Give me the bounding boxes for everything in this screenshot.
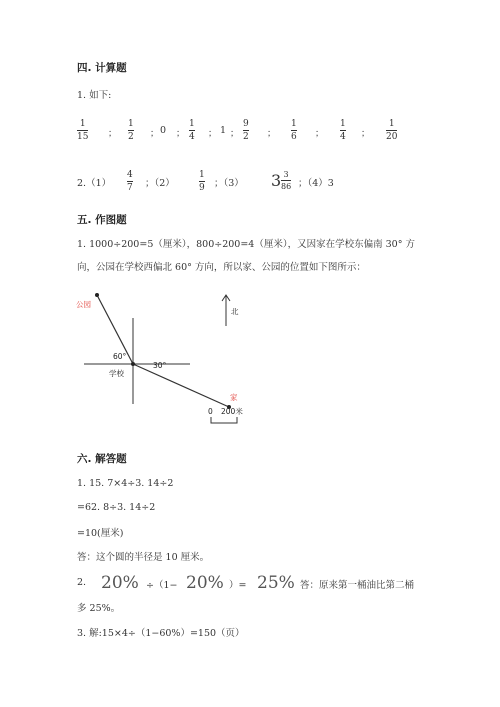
numerator: 3: [283, 170, 289, 179]
sec6-q2-answer: 答：原来第一桶油比第二桶: [300, 580, 415, 591]
q1-separator: ；: [108, 129, 118, 139]
q1-separator: ；: [176, 129, 186, 139]
section-5-title: 五. 作图题: [77, 214, 127, 226]
q2-part3: ；（3）: [214, 178, 244, 189]
denominator: 15: [77, 132, 89, 142]
scale-200m-label: 200米: [221, 407, 243, 416]
sec6-q2-value-a: 20%: [101, 573, 139, 593]
q1-integer: 1: [220, 125, 227, 136]
sec6-q2-op-d: ）=: [229, 580, 247, 591]
sec6-line-6: 多 25%。: [77, 603, 121, 614]
q1-separator: ；: [315, 129, 325, 139]
sec6-q2-value-e: 25%: [257, 573, 295, 593]
sec5-line-2: 向，公园在学校西偏北 60° 方向，所以家、公园的位置如下图所示：: [77, 262, 366, 273]
q1-separator: ；: [267, 129, 277, 139]
sec6-line-3: =10(厘米): [77, 528, 124, 539]
numerator: 1: [189, 119, 195, 129]
q2-part2: ；（2）: [145, 178, 175, 189]
denominator: 7: [127, 183, 133, 193]
denominator: 2: [128, 132, 134, 142]
park-label: 公园: [76, 300, 91, 309]
sec6-line-7: 3. 解:15×4÷（1−60%）=150（页）: [77, 628, 245, 639]
school-label: 学校: [109, 369, 124, 378]
sec6-line-2: =62. 8÷3. 14÷2: [77, 502, 156, 513]
numerator: 1: [388, 119, 395, 129]
q1-separator: ；: [230, 129, 240, 139]
scale-zero-label: 0: [208, 407, 213, 416]
numerator: 1: [199, 170, 205, 180]
school-point: [131, 362, 135, 366]
denominator: 4: [189, 132, 195, 142]
numerator: 1: [291, 119, 297, 129]
numerator: 4: [127, 170, 133, 180]
section-6-title: 六. 解答题: [77, 453, 127, 465]
numerator: 1: [128, 119, 134, 129]
q1-separator: ；: [361, 129, 371, 139]
numerator: 1: [79, 119, 86, 129]
denominator: 86: [281, 182, 292, 191]
denominator: 4: [340, 132, 346, 142]
q1-separator: ；: [150, 129, 160, 139]
sec6-q2-op-b: ÷（1−: [146, 580, 178, 591]
q2-mixed-whole: 3: [271, 171, 282, 190]
q2-part4: ；（4）3: [298, 178, 334, 189]
denominator: 20: [386, 132, 398, 142]
angle-30-label: 30°: [153, 361, 167, 370]
north-label: 北: [231, 307, 239, 316]
q1-label: 1. 如下:: [77, 90, 112, 101]
sec6-line-4: 答：这个圆的半径是 10 厘米。: [77, 552, 210, 563]
denominator: 6: [291, 132, 297, 142]
scale-bar: [211, 417, 237, 423]
angle-60-label: 60°: [113, 352, 127, 361]
q2-part1: 2.（1）: [77, 178, 112, 189]
q1-integer: 0: [160, 125, 167, 136]
numerator: 9: [243, 119, 249, 129]
sec6-line-1: 1. 15. 7×4÷3. 14÷2: [77, 478, 174, 489]
q1-separator: ；: [208, 129, 218, 139]
section-4-title: 四. 计算题: [77, 62, 127, 74]
denominator: 2: [243, 132, 249, 142]
home-label: 家: [230, 393, 238, 402]
sec6-q2-value-c: 20%: [186, 573, 224, 593]
park-point: [95, 293, 99, 297]
sec6-q2-number: 2.: [77, 577, 87, 588]
numerator: 1: [340, 119, 346, 129]
sec5-line-1: 1. 1000÷200=5（厘米），800÷200=4（厘米），又因家在学校东偏南 30° 方: [77, 239, 415, 250]
line-to-home: [133, 364, 229, 407]
denominator: 9: [199, 183, 205, 193]
